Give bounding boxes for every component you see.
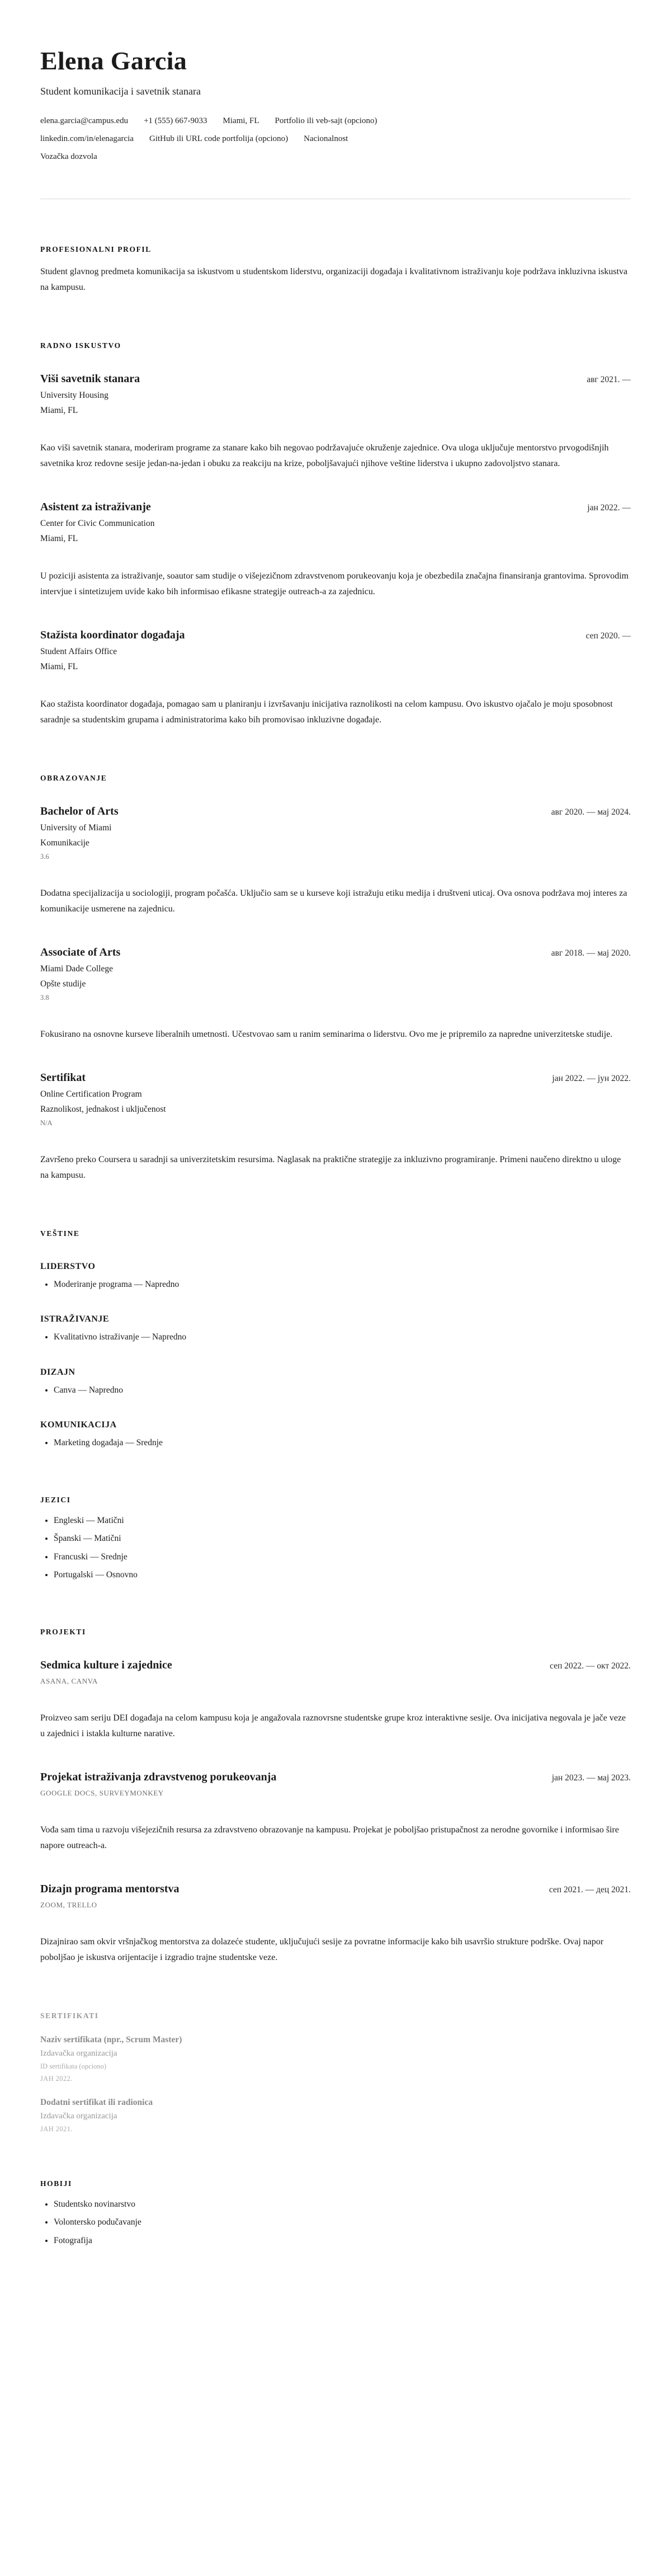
section-skills	[40, 1229, 631, 1450]
education-entry-header	[40, 1071, 631, 1084]
project-tools: ZOOM, TRELLO	[40, 1900, 97, 1909]
experience-entry	[40, 629, 631, 728]
project-tools: GOOGLE DOCS, SURVEYMONKEY	[40, 1788, 164, 1797]
hobby-item: • Fotografija	[54, 2235, 631, 2247]
experience-entry-header	[40, 373, 631, 386]
certificate-date: ЈАН 2022.	[40, 2074, 73, 2083]
language-list	[40, 1515, 631, 1582]
degree-title: Bachelor of Arts	[40, 805, 119, 817]
skill-list	[40, 1437, 631, 1449]
skill-item: • Marketing događaja — Srednje	[54, 1437, 631, 1449]
contact-phone: +1 (555) 667-9033	[144, 116, 207, 125]
contact-location: Miami, FL	[223, 116, 259, 125]
skill-group	[40, 1314, 631, 1343]
candidate-name: Elena Garcia	[40, 46, 187, 75]
skill-category: KOMUNIKACIJA	[40, 1420, 117, 1430]
hobbies-heading: HOBIJI	[40, 2179, 72, 2188]
section-experience	[40, 341, 631, 728]
field-of-study: Raznolikost, jednakost i uključenost	[40, 1104, 166, 1114]
section-projects	[40, 1628, 631, 1966]
job-dates: јан 2022. —	[587, 503, 631, 513]
hobby-item: • Studentsko novinarstvo	[54, 2198, 631, 2211]
project-entry	[40, 1771, 631, 1854]
skill-list	[40, 1384, 631, 1397]
skill-list	[40, 1278, 631, 1291]
profile-heading: PROFESIONALNI PROFIL	[40, 245, 152, 253]
experience-entry-header	[40, 629, 631, 642]
section-hobbies	[40, 2179, 631, 2247]
project-description: Dizajnirao sam okvir vršnjačkog mentorstva za dolazeće studente, uključujući sesije za povratne informacije kako bih usavršio strukture podrške. Ovaj napor poboljšao je iskustva orijentacije i izgradio trajne studentske veze.	[40, 1936, 604, 1962]
project-title: Dizajn programa mentorstva	[40, 1882, 179, 1895]
contact-nationality: Nacionalnost	[304, 134, 348, 143]
certificate-name: Dodatni sertifikat ili radionica	[40, 2097, 153, 2107]
certificate-entry	[40, 2098, 631, 2133]
job-title: Viši savetnik stanara	[40, 373, 140, 385]
section-languages	[40, 1496, 631, 1582]
job-description: Kao stažista koordinator događaja, pomagao sam u planiranju i izvršavanju inicijativa raznolikosti na celom kampusu. Ovo iskustvo ojačalo je moju sposobnost saradnje sa studentskim grupama i administratorima kako bih promovisao inkluzivne događaje.	[40, 699, 613, 725]
project-tools: ASANA, CANVA	[40, 1676, 98, 1685]
project-dates: сеп 2021. — дец 2021.	[549, 1884, 631, 1895]
education-entry	[40, 805, 631, 917]
project-description: Proizveo sam seriju DEI događaja na celom kampusu koja je angažovala raznovrsne studentske grupe kroz interaktivne sesije. Ova inicijativa negovala je jače veze u zajednici i istakla kulturne narative.	[40, 1713, 626, 1738]
education-entry	[40, 1071, 631, 1183]
job-dates: авг 2021. —	[587, 375, 631, 384]
project-entry-header	[40, 1883, 631, 1896]
skill-group	[40, 1262, 631, 1291]
education-dates: јан 2022. — јун 2022.	[552, 1074, 631, 1083]
projects-heading: PROJEKTI	[40, 1627, 86, 1636]
section-education	[40, 774, 631, 1183]
contact-row-1	[40, 116, 631, 126]
language-item: • Španski — Matični	[54, 1533, 631, 1545]
contact-row-2	[40, 134, 631, 144]
experience-entry	[40, 373, 631, 472]
contact-row-3	[40, 152, 631, 162]
experience-entry	[40, 501, 631, 600]
job-description: U poziciji asistenta za istraživanje, soautor sam studije o višejezičnom zdravstvenom porukeovanju koja je obezbedila značajna finansiranja grantovima. Sprovodim intervjue i sintetizujem uvide kako bih informisao efikasne strategije outreach-a za zajednicu.	[40, 571, 629, 596]
contact-email: elena.garcia@campus.edu	[40, 116, 129, 125]
project-entry	[40, 1883, 631, 1966]
project-title: Sedmica kulture i zajednice	[40, 1658, 172, 1671]
certificate-id: ID sertifikata (opciono)	[40, 2062, 107, 2070]
skill-item: • Kvalitativno istraživanje — Napredno	[54, 1331, 631, 1343]
skills-heading: VEŠTINE	[40, 1229, 80, 1238]
project-dates: јан 2023. — мај 2023.	[551, 1773, 631, 1783]
hobby-list	[40, 2198, 631, 2247]
language-item: • Francuski — Srednje	[54, 1551, 631, 1563]
education-entry-header	[40, 805, 631, 818]
gpa-value: 3.8	[40, 994, 49, 1002]
certificate-name: Naziv sertifikata (npr., Scrum Master)	[40, 2034, 182, 2044]
resume-header	[40, 46, 631, 162]
education-description: Završeno preko Coursera u saradnji sa univerzitetskim resursima. Naglasak na praktične strategije za inkluzivno programiranje. Primeni naučeno direktno u uloge na kampusu.	[40, 1155, 621, 1180]
contact-portfolio: Portfolio ili veb-sajt (opciono)	[275, 116, 377, 125]
certificate-issuer: Izdavačka organizacija	[40, 2048, 117, 2058]
job-location: Miami, FL	[40, 534, 78, 543]
skill-list	[40, 1331, 631, 1343]
project-title: Projekat istraživanja zdravstvenog porukeovanja	[40, 1770, 277, 1783]
section-certificates	[40, 2011, 631, 2133]
experience-entry-header	[40, 501, 631, 514]
contact-driving-license: Vozačka dozvola	[40, 152, 97, 161]
education-description: Fokusirano na osnovne kurseve liberalnih umetnosti. Učestvovao sam u ranim seminarima o liderstvu. Ovo me je pripremilo za napredne univerzitetske studije.	[40, 1030, 613, 1039]
job-location: Miami, FL	[40, 406, 78, 415]
job-dates: сеп 2020. —	[585, 631, 631, 641]
job-company: Student Affairs Office	[40, 647, 117, 656]
certificate-issuer: Izdavačka organizacija	[40, 2111, 117, 2121]
education-dates: авг 2020. — мај 2024.	[551, 807, 631, 817]
skill-category: ISTRAŽIVANJE	[40, 1314, 110, 1324]
skill-category: DIZAJN	[40, 1367, 75, 1377]
language-item: • Portugalski — Osnovno	[54, 1569, 631, 1581]
job-company: University Housing	[40, 391, 108, 400]
job-location: Miami, FL	[40, 662, 78, 671]
degree-title: Associate of Arts	[40, 946, 121, 958]
hobby-item: • Volontersko podučavanje	[54, 2216, 631, 2229]
education-dates: авг 2018. — мај 2020.	[551, 948, 631, 958]
contact-info	[40, 116, 631, 162]
degree-title: Sertifikat	[40, 1071, 86, 1084]
certificates-heading: SERTIFIKATI	[40, 2011, 99, 2020]
job-company: Center for Civic Communication	[40, 519, 155, 528]
gpa-value: 3.6	[40, 853, 49, 861]
skill-item: • Moderiranje programa — Napredno	[54, 1278, 631, 1291]
profile-text: Student glavnog predmeta komunikacija sa iskustvom u studentskom liderstvu, organizaciji događaja i kvalitativnom istraživanju koje podržava inkluzivna iskustva na kampusu.	[40, 267, 628, 292]
candidate-title: Student komunikacija i savetnik stanara	[40, 86, 201, 97]
education-description: Dodatna specijalizacija u sociologiji, program počašća. Uključio sam se u kurseve koji istražuju etiku medija i društveni uticaj. Ova osnova podržava moj interes za komunikacije usmerene na zajednicu.	[40, 889, 627, 914]
certificate-entry	[40, 2035, 631, 2083]
skill-group	[40, 1367, 631, 1397]
project-entry-header	[40, 1771, 631, 1784]
languages-heading: JEZICI	[40, 1495, 71, 1504]
job-title: Asistent za istraživanje	[40, 501, 151, 513]
project-entry-header	[40, 1659, 631, 1672]
project-description: Vođa sam tima u razvoju višejezičnih resursa za zdravstveno obrazovanje na kampusu. Projekat je poboljšao pristupačnost za nerodne govornike i informisao šire napore outreach-a.	[40, 1825, 619, 1850]
contact-linkedin: linkedin.com/in/elenagarcia	[40, 134, 134, 143]
school-name: Miami Dade College	[40, 964, 113, 974]
certificate-date: ЈАН 2021.	[40, 2124, 73, 2133]
skill-category: LIDERSTVO	[40, 1262, 96, 1271]
project-dates: сеп 2022. — окт 2022.	[550, 1661, 631, 1671]
project-entry	[40, 1659, 631, 1742]
education-heading: OBRAZOVANJE	[40, 774, 107, 782]
school-name: University of Miami	[40, 823, 112, 833]
contact-github: GitHub ili URL code portfolija (opciono)	[149, 134, 289, 143]
school-name: Online Certification Program	[40, 1089, 142, 1099]
gpa-value: N/A	[40, 1119, 53, 1127]
job-description: Kao viši savetnik stanara, moderiram programe za stanare kako bih negovao podržavajuće okruženje zajednice. Ova uloga uključuje mentorstvo prvogodišnjih savetnika kroz redovne sesije jedan-na-jedan i obuku za reakciju na krize, poboljšavajući njihove veštine liderstva i ukupno zadovoljstvo stanara.	[40, 443, 609, 468]
skill-item: • Canva — Napredno	[54, 1384, 631, 1397]
skill-group	[40, 1420, 631, 1449]
education-entry-header	[40, 946, 631, 959]
section-profile	[40, 245, 631, 295]
field-of-study: Opšte studije	[40, 979, 86, 989]
experience-heading: RADNO ISKUSTVO	[40, 341, 121, 350]
field-of-study: Komunikacije	[40, 838, 89, 848]
language-item: • Engleski — Matični	[54, 1515, 631, 1527]
job-title: Stažista koordinator događaja	[40, 629, 185, 641]
education-entry	[40, 946, 631, 1042]
